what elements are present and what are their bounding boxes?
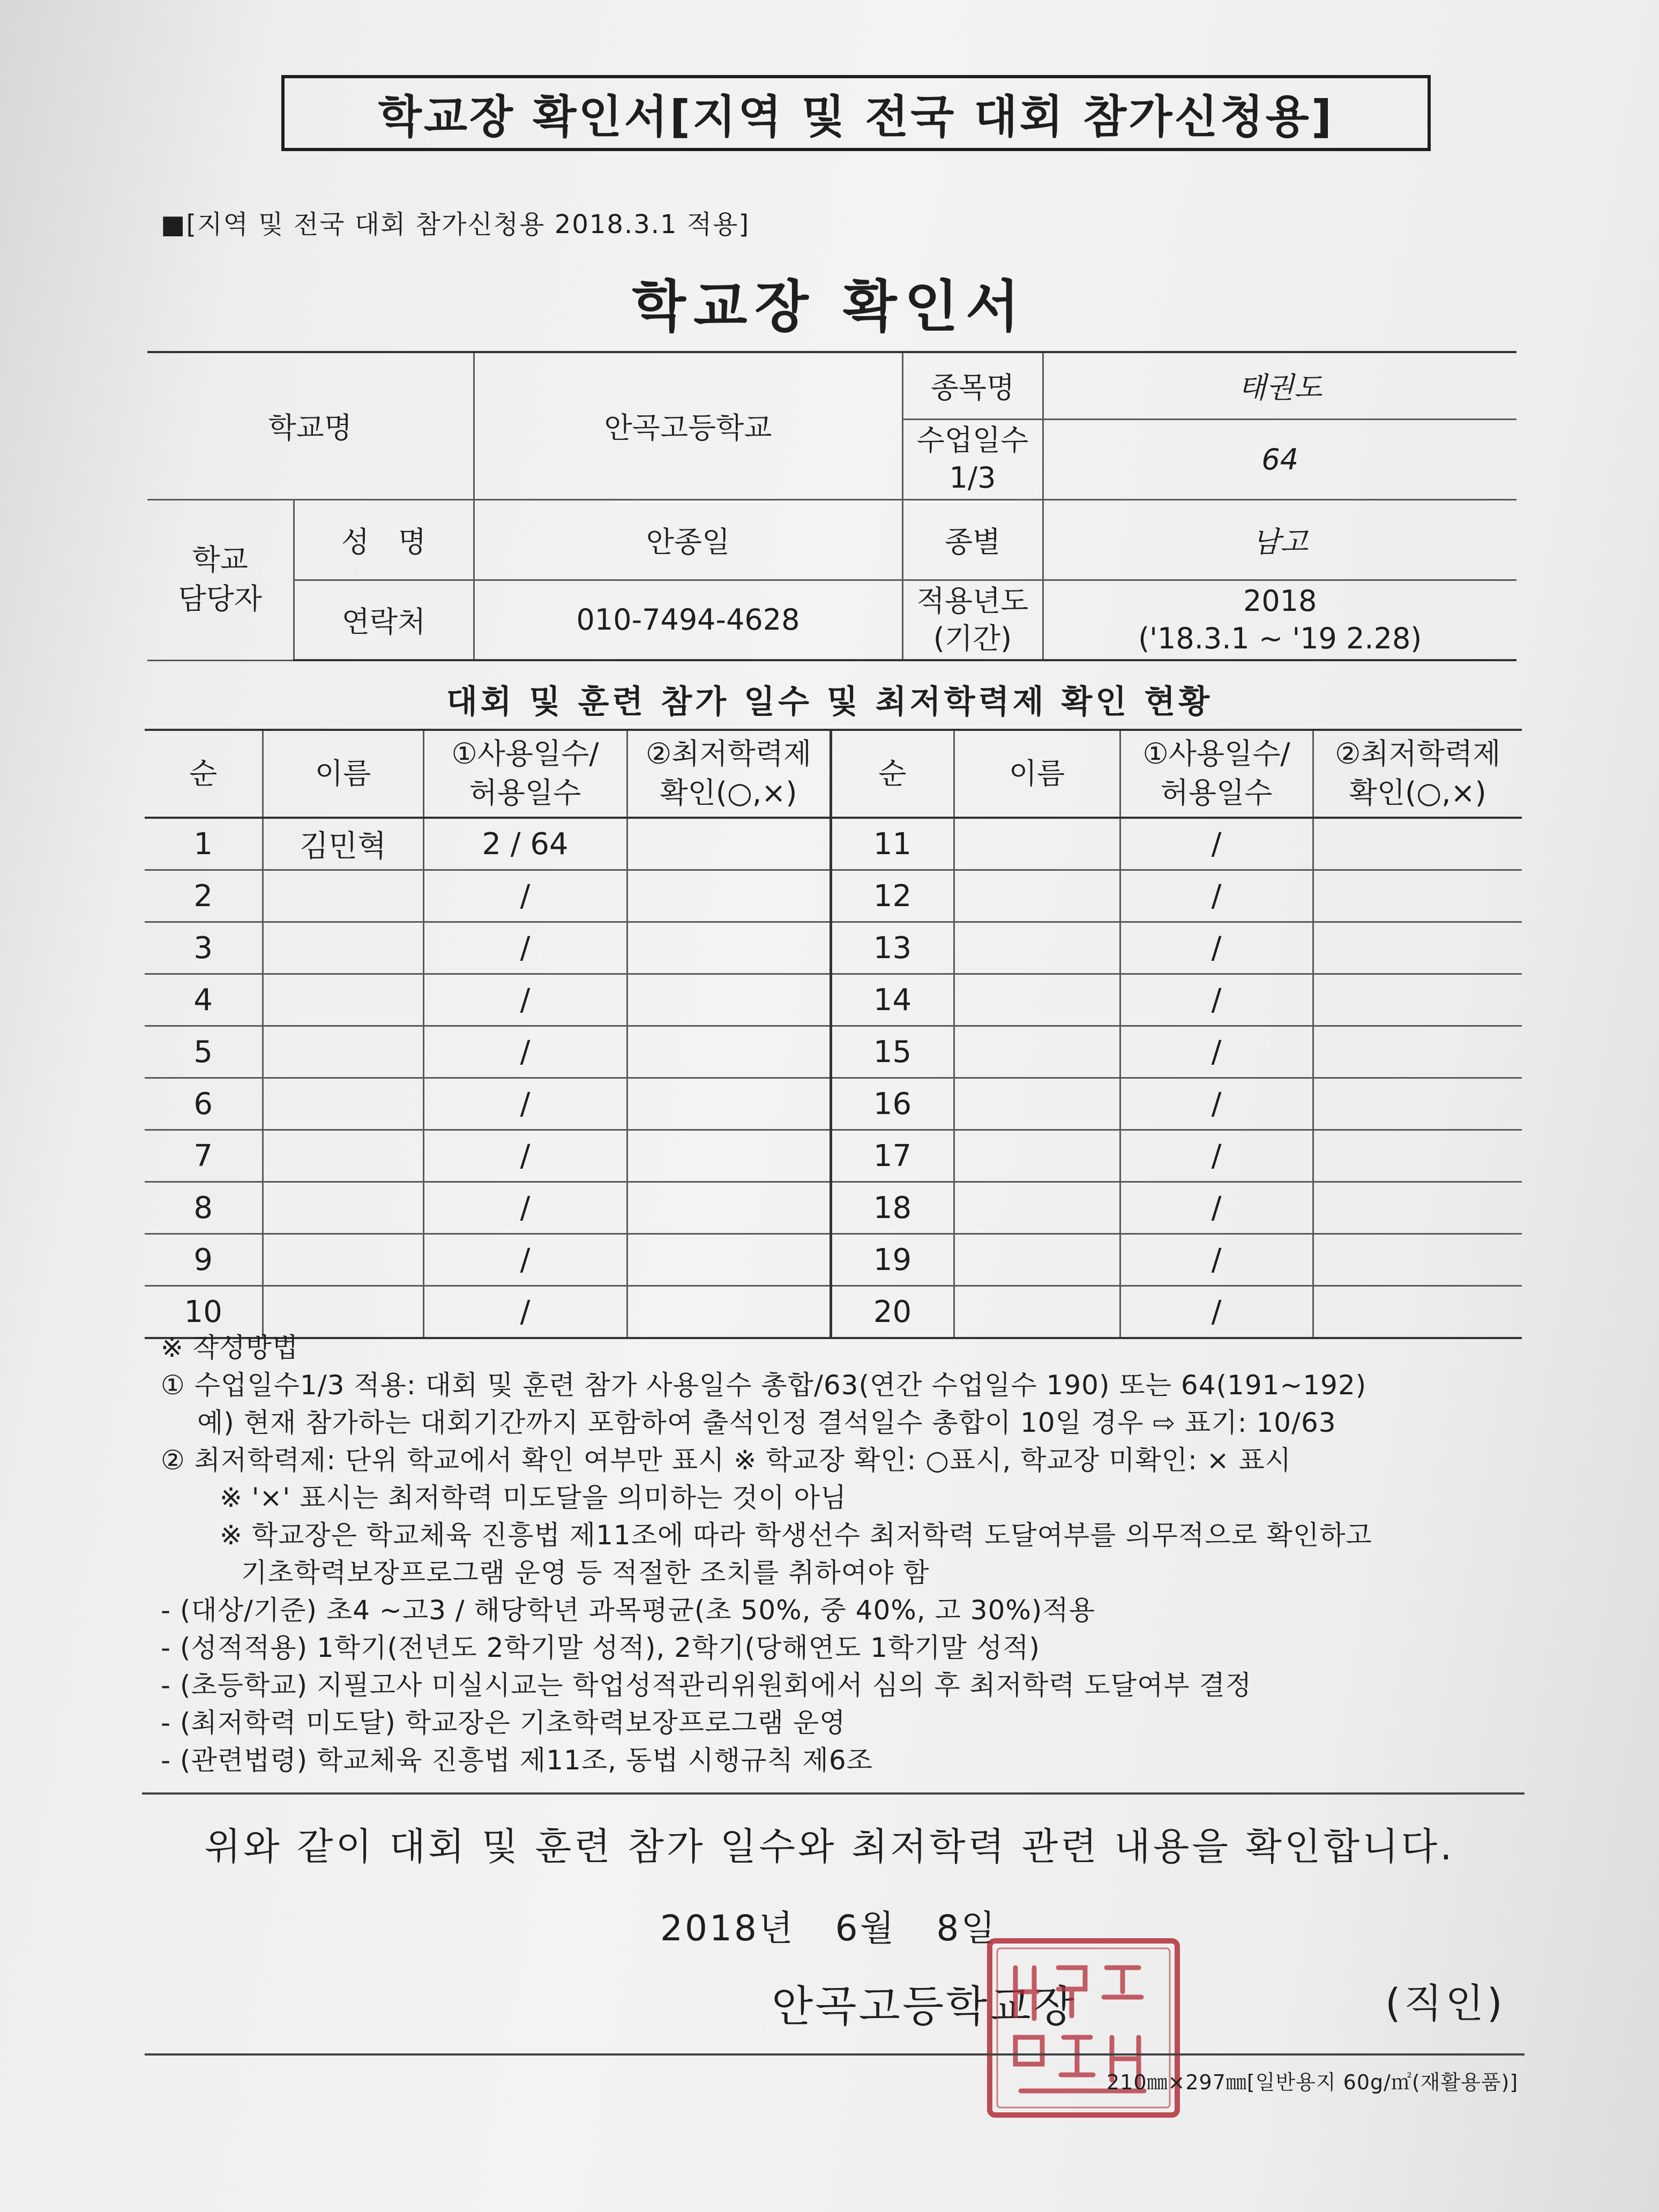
school-manager-label-line1: 학교: [192, 543, 248, 577]
principal-signature-line: 안곡고등학교장: [772, 1982, 1077, 2031]
manager-name-label: 성 명: [294, 499, 474, 580]
record-row: [145, 1078, 1522, 1130]
record-row: [145, 1182, 1522, 1234]
record-used-days-left: /: [423, 922, 627, 974]
school-manager-label-line2: 담당자: [178, 582, 262, 616]
record-no-left: 5: [145, 1026, 263, 1078]
record-row: [145, 818, 1522, 870]
detail-elementary: - (초등학교) 지필고사 미실시교는 학업성적관리위원회에서 심의 후 최저학력 도달여부 결정: [161, 1670, 1252, 1701]
record-name-right: [954, 922, 1120, 974]
record-used-days-right: /: [1120, 922, 1313, 974]
header-check-right: [1313, 730, 1522, 818]
record-check-right: [1313, 870, 1522, 922]
record-used-days-right: /: [1120, 1078, 1313, 1130]
paper-spec-footer: 210㎜×297㎜[일반용지 60g/㎡(재활용품)]: [1107, 2071, 1519, 2094]
record-used-days-right: /: [1120, 1130, 1313, 1182]
record-row: [145, 922, 1522, 974]
records-section-title: 대회 및 훈련 참가 일수 및 최저학력제 확인 현황: [446, 683, 1213, 721]
apply-year-value-line1: 2018: [1243, 584, 1317, 618]
divider-line: [142, 1792, 1525, 1795]
record-check-left: [627, 974, 831, 1026]
record-row: [145, 1130, 1522, 1182]
record-no-left: 1: [145, 818, 263, 870]
record-used-days-left: /: [423, 1182, 627, 1234]
record-used-days-left: /: [423, 1286, 627, 1339]
record-check-left: [627, 922, 831, 974]
record-no-right: 18: [831, 1182, 954, 1234]
header-used-days-left-line2: 허용일수: [469, 776, 581, 810]
record-row: [145, 1234, 1522, 1286]
record-no-right: 17: [831, 1130, 954, 1182]
record-used-days-left: 2 / 64: [423, 818, 627, 870]
record-no-right: 11: [831, 818, 954, 870]
class-days-label: [902, 419, 1043, 499]
footer-divider: [145, 2053, 1525, 2056]
record-name-left: 김민혁: [263, 818, 423, 870]
record-check-right: [1313, 1078, 1522, 1130]
header-no-right: 순: [831, 730, 954, 818]
record-no-right: 19: [831, 1234, 954, 1286]
school-name-value: 안곡고등학교: [474, 352, 902, 499]
apply-year-value-line2: ('18.3.1 ~ '19 2.28): [1138, 621, 1422, 655]
record-no-right: 20: [831, 1286, 954, 1339]
record-no-left: 8: [145, 1182, 263, 1234]
record-used-days-right: /: [1120, 1026, 1313, 1078]
school-info-table: [147, 351, 1516, 661]
header-check-right-line2: 확인(○,×): [1349, 776, 1486, 810]
header-used-days-right-line2: 허용일수: [1160, 776, 1273, 810]
record-name-left: [263, 922, 423, 974]
contact-value: 010-7494-4628: [474, 580, 902, 660]
record-row: [145, 1026, 1522, 1078]
apply-year-label-line1: 적용년도: [916, 584, 1029, 618]
official-seal-label: (직인): [1385, 1981, 1506, 2027]
record-name-left: [263, 1026, 423, 1078]
header-check-left-line2: 확인(○,×): [660, 776, 797, 810]
header-used-days-left-line1: ①사용일수/: [451, 737, 599, 771]
form-version-note: ■[지역 및 전국 대회 참가신청용 2018.3.1 적용]: [161, 210, 750, 240]
record-name-right: [954, 1182, 1120, 1234]
record-used-days-right: /: [1120, 1286, 1313, 1339]
record-check-right: [1313, 1182, 1522, 1234]
record-name-right: [954, 818, 1120, 870]
header-name-right: 이름: [954, 730, 1120, 818]
record-name-right: [954, 1078, 1120, 1130]
record-no-left: 6: [145, 1078, 263, 1130]
record-no-right: 16: [831, 1078, 954, 1130]
record-name-right: [954, 1234, 1120, 1286]
record-check-right: [1313, 974, 1522, 1026]
record-name-right: [954, 870, 1120, 922]
header-check-right-line1: ②최저학력제: [1335, 737, 1501, 771]
record-used-days-left: /: [423, 1026, 627, 1078]
records-body: [145, 818, 1522, 1338]
record-no-left: 3: [145, 922, 263, 974]
record-check-right: [1313, 1130, 1522, 1182]
class-days-label-line1: 수업일수: [916, 423, 1029, 457]
class-days-value: 64: [1043, 419, 1516, 499]
note-class-days-example: 예) 현재 참가하는 대회기간까지 포함하여 출석인정 결석일수 총합이 10일 경우 ⇨ 표기: 10/63: [197, 1407, 1336, 1438]
record-check-left: [627, 1182, 831, 1234]
record-check-left: [627, 818, 831, 870]
record-name-left: [263, 974, 423, 1026]
note-x-meaning: ※ '×' 표시는 최저학력 미도달을 의미하는 것이 아님: [220, 1482, 847, 1513]
record-used-days-right: /: [1120, 870, 1313, 922]
note-class-days: ① 수업일수1/3 적용: 대회 및 훈련 참가 사용일수 총합/63(연간 수업일수 190) 또는 64(191~192): [161, 1370, 1367, 1401]
record-name-right: [954, 1026, 1120, 1078]
detail-law: - (관련법령) 학교체육 진흥법 제11조, 동법 시행규칙 제6조: [161, 1745, 873, 1776]
header-no-left: 순: [145, 730, 263, 818]
detail-below-min: - (최저학력 미도달) 학교장은 기초학력보장프로그램 운영: [161, 1707, 846, 1738]
record-check-right: [1313, 818, 1522, 870]
header-box-title: 학교장 확인서[지역 및 전국 대회 참가신청용]: [281, 75, 1431, 151]
record-used-days-left: /: [423, 1234, 627, 1286]
record-name-right: [954, 1130, 1120, 1182]
participation-records-table: [145, 729, 1522, 1339]
contact-label: 연락처: [294, 580, 474, 660]
record-check-right: [1313, 922, 1522, 974]
record-name-left: [263, 1130, 423, 1182]
note-min-academic: ② 최저학력제: 단위 학교에서 확인 여부만 표시 ※ 학교장 확인: ○표시, 학교장 미확인: × 표시: [161, 1445, 1292, 1476]
apply-year-label: [902, 580, 1043, 660]
record-check-right: [1313, 1026, 1522, 1078]
record-row: [145, 870, 1522, 922]
record-name-left: [263, 1078, 423, 1130]
record-name-left: [263, 870, 423, 922]
record-no-right: 14: [831, 974, 954, 1026]
header-used-days-left: [423, 730, 627, 818]
record-used-days-left: /: [423, 1078, 627, 1130]
record-check-left: [627, 1234, 831, 1286]
header-used-days-right: [1120, 730, 1313, 818]
school-manager-label: [147, 499, 294, 660]
header-used-days-right-line1: ①사용일수/: [1142, 737, 1290, 771]
header-check-left-line1: ②최저학력제: [645, 737, 812, 771]
record-no-left: 7: [145, 1130, 263, 1182]
record-check-left: [627, 870, 831, 922]
header-check-left: [627, 730, 831, 818]
record-used-days-right: /: [1120, 1182, 1313, 1234]
record-used-days-right: /: [1120, 818, 1313, 870]
note-principal-duty-cont: 기초학력보장프로그램 운영 등 적절한 조치를 취하여야 함: [241, 1557, 930, 1588]
school-name-label: 학교명: [147, 352, 474, 499]
record-used-days-left: /: [423, 1130, 627, 1182]
division-label: 종별: [902, 499, 1043, 580]
record-name-right: [954, 974, 1120, 1026]
apply-year-value: [1043, 580, 1516, 660]
detail-target: - (대상/기준) 초4 ~고3 / 해당학년 과목평균(초 50%, 중 40%, 고 30%)적용: [161, 1595, 1095, 1626]
record-no-right: 15: [831, 1026, 954, 1078]
main-title: 학교장 확인서: [632, 274, 1027, 339]
record-no-left: 9: [145, 1234, 263, 1286]
header-name-left: 이름: [263, 730, 423, 818]
record-row: [145, 974, 1522, 1026]
notes-heading: ※ 작성방법: [161, 1332, 298, 1363]
record-check-left: [627, 1026, 831, 1078]
record-used-days-right: /: [1120, 974, 1313, 1026]
manager-name-value: 안종일: [474, 499, 902, 580]
record-name-left: [263, 1234, 423, 1286]
detail-grades: - (성적적용) 1학기(전년도 2학기말 성적), 2학기(당해연도 1학기말 성적): [161, 1632, 1040, 1663]
record-check-left: [627, 1078, 831, 1130]
record-no-left: 4: [145, 974, 263, 1026]
confirmation-date: 2018년 6월 8일: [660, 1908, 998, 1949]
record-no-right: 12: [831, 870, 954, 922]
record-check-right: [1313, 1234, 1522, 1286]
record-no-left: 10: [145, 1286, 263, 1339]
record-used-days-left: /: [423, 870, 627, 922]
records-header-row: [145, 730, 1522, 818]
record-name-left: [263, 1182, 423, 1234]
record-check-left: [627, 1130, 831, 1182]
sport-label: 종목명: [902, 352, 1043, 419]
record-used-days-left: /: [423, 974, 627, 1026]
writing-instructions: [161, 1329, 1533, 1779]
record-no-left: 2: [145, 870, 263, 922]
record-used-days-right: /: [1120, 1234, 1313, 1286]
apply-year-label-line2: (기간): [933, 621, 1012, 655]
record-no-right: 13: [831, 922, 954, 974]
sport-value: 태권도: [1043, 352, 1516, 419]
confirmation-statement: 위와 같이 대회 및 훈련 참가 일수와 최저학력 관련 내용을 확인합니다.: [204, 1825, 1455, 1869]
class-days-label-line2: 1/3: [949, 461, 996, 495]
division-value: 남고: [1043, 499, 1516, 580]
note-principal-duty: ※ 학교장은 학교체육 진흥법 제11조에 따라 학생선수 최저학력 도달여부를 의무적으로 확인하고: [220, 1520, 1372, 1551]
